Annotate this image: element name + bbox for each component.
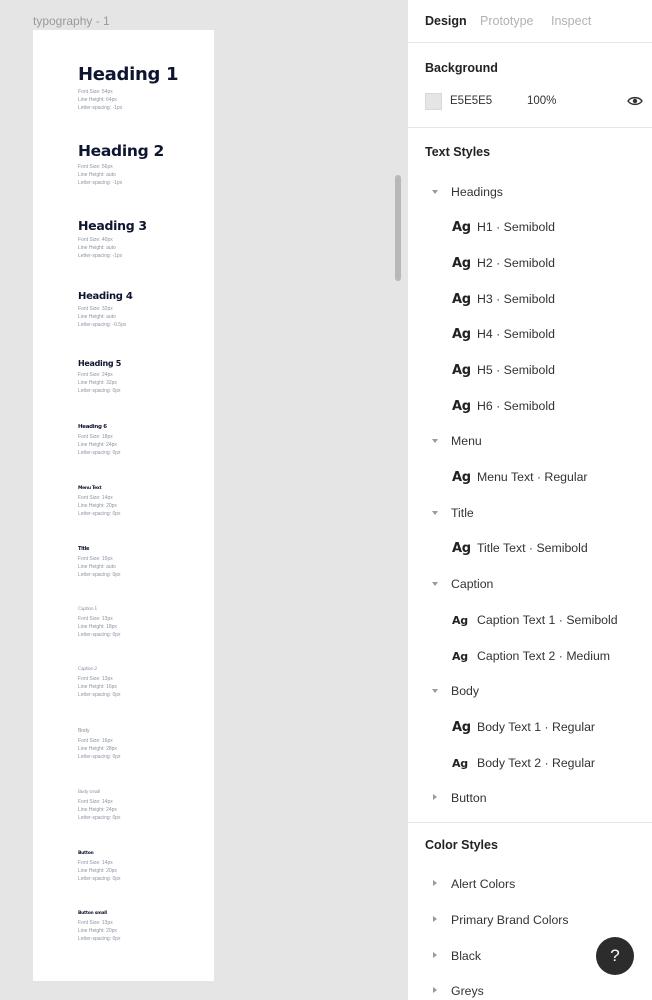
text-style-label: H6 · Semibold — [477, 399, 555, 413]
spec-heading-3 — [78, 218, 147, 261]
spec-line-height: Line Height: auto — [78, 172, 116, 179]
spec-font-size: Font Size: 14px — [78, 799, 113, 805]
canvas-scrollbar[interactable] — [395, 175, 401, 281]
text-style-item[interactable] — [452, 324, 555, 344]
spec-name: Heading 2 — [78, 142, 164, 160]
spec-meta — [78, 305, 133, 330]
text-style-item[interactable] — [452, 217, 555, 237]
caret-right-icon — [431, 986, 441, 996]
spec-letter-spacing: Letter-spacing: 0px — [78, 815, 121, 822]
spec-meta — [78, 371, 121, 396]
typography-frame[interactable] — [33, 30, 214, 981]
caret-down-icon — [431, 187, 441, 197]
spec-letter-spacing: Letter-spacing: 0px — [78, 572, 121, 579]
spec-name: Heading 1 — [78, 64, 179, 85]
color-styles-section-title: Color Styles — [425, 838, 498, 852]
spec-heading-4 — [78, 291, 133, 330]
spec-font-size: Font Size: 14px — [78, 495, 113, 501]
caret-right-icon — [431, 915, 441, 925]
spec-font-size: Font Size: 18px — [78, 434, 113, 440]
text-style-group-caption[interactable] — [431, 574, 493, 594]
tab-design[interactable]: Design — [425, 14, 467, 28]
group-label: Button — [451, 791, 487, 805]
spec-meta — [78, 236, 147, 261]
text-style-label: H3 · Semibold — [477, 292, 555, 306]
spec-meta — [78, 555, 121, 580]
spec-name: Heading 4 — [78, 291, 133, 302]
text-style-group-title[interactable] — [431, 503, 474, 523]
text-style-label: Caption Text 1 · Semibold — [477, 613, 618, 627]
spec-meta — [78, 615, 121, 640]
background-color-swatch[interactable] — [425, 93, 442, 110]
text-style-item[interactable] — [452, 610, 618, 630]
spec-line-height: Line Height: 32px — [78, 380, 117, 387]
color-style-group-greys[interactable] — [431, 981, 484, 1000]
spec-title — [78, 546, 121, 580]
spec-font-size: Font Size: 13px — [78, 920, 113, 926]
spec-line-height: Line Height: 18px — [78, 624, 117, 631]
text-style-group-menu[interactable] — [431, 431, 482, 451]
spec-name: Body small — [78, 790, 100, 795]
spec-line-height: Line Height: 20px — [78, 928, 117, 935]
group-label: Primary Brand Colors — [451, 913, 569, 927]
text-style-label: Body Text 2 · Regular — [477, 756, 596, 770]
caret-down-icon — [431, 508, 441, 518]
group-label: Greys — [451, 984, 484, 998]
spec-font-size: Font Size: 14px — [78, 860, 113, 866]
text-style-item[interactable] — [452, 646, 610, 666]
text-style-group-headings[interactable] — [431, 182, 503, 202]
spec-meta — [78, 433, 121, 458]
color-style-group-alert[interactable] — [431, 874, 515, 894]
spec-body — [78, 728, 121, 762]
spec-heading-5 — [78, 359, 121, 396]
spec-line-height: Line Height: 28px — [78, 746, 117, 753]
group-label: Title — [451, 506, 474, 520]
spec-name: Heading 3 — [78, 218, 147, 233]
spec-font-size: Font Size: 32px — [78, 306, 113, 312]
background-section-title: Background — [425, 61, 498, 75]
text-style-label: Menu Text · Regular — [477, 470, 588, 484]
tab-inspect[interactable]: Inspect — [551, 14, 592, 28]
background-hex-value[interactable]: E5E5E5 — [450, 95, 493, 107]
spec-letter-spacing: Letter-spacing: 0px — [78, 388, 121, 395]
spec-line-height: Line Height: auto — [78, 564, 116, 571]
spec-letter-spacing: Letter-spacing: 0px — [78, 936, 121, 943]
text-style-icon: Ag — [452, 398, 471, 414]
spec-letter-spacing: Letter-spacing: -1px — [78, 253, 123, 260]
panel-tabs — [408, 0, 652, 43]
text-style-label: H2 · Semibold — [477, 256, 555, 270]
group-label: Body — [451, 684, 480, 698]
eye-icon[interactable] — [627, 95, 643, 107]
text-style-icon: Ag — [452, 613, 468, 627]
spec-line-height: Line Height: auto — [78, 245, 116, 252]
spec-meta — [78, 859, 121, 884]
caret-down-icon — [431, 686, 441, 696]
text-style-label: Caption Text 2 · Medium — [477, 649, 611, 663]
spec-letter-spacing: Letter-spacing: -1px — [78, 180, 123, 187]
spec-name: Heading 6 — [78, 424, 107, 430]
text-style-label: Body Text 1 · Regular — [477, 720, 596, 734]
text-style-group-button[interactable] — [431, 788, 487, 808]
text-style-icon: Ag — [452, 649, 468, 663]
help-button[interactable]: ? — [596, 937, 634, 975]
spec-name: Button — [78, 851, 94, 856]
spec-letter-spacing: Letter-spacing: -0.5px — [78, 322, 127, 329]
spec-meta — [78, 737, 121, 762]
spec-letter-spacing: Letter-spacing: 0px — [78, 876, 121, 883]
spec-body-small — [78, 790, 121, 823]
spec-line-height: Line Height: 20px — [78, 868, 117, 875]
spec-letter-spacing: Letter-spacing: 0px — [78, 692, 121, 699]
spec-name: Heading 5 — [78, 359, 122, 368]
text-style-item[interactable] — [452, 289, 555, 309]
caret-right-icon — [431, 879, 441, 889]
text-style-item[interactable] — [452, 396, 555, 416]
caret-right-icon — [431, 793, 441, 803]
spec-button-small — [78, 911, 121, 944]
text-style-icon: Ag — [452, 362, 471, 378]
spec-font-size: Font Size: 54px — [78, 89, 113, 95]
spec-font-size: Font Size: 56px — [78, 164, 113, 170]
group-label: Caption — [451, 577, 494, 591]
spec-letter-spacing: Letter-spacing: 0px — [78, 450, 121, 457]
spec-letter-spacing: Letter-spacing: 0px — [78, 754, 121, 761]
spec-button — [78, 851, 121, 884]
text-style-item[interactable] — [452, 538, 588, 558]
text-style-icon: Ag — [452, 719, 471, 735]
text-style-icon: Ag — [452, 255, 471, 271]
spec-name: Caption 2 — [78, 667, 97, 672]
text-style-icon: Ag — [452, 756, 468, 770]
text-style-icon: Ag — [452, 326, 471, 342]
text-style-label: Title Text · Semibold — [477, 541, 588, 555]
text-style-icon: Ag — [452, 291, 471, 307]
spec-font-size: Font Size: 16px — [78, 556, 113, 562]
text-styles-section-title: Text Styles — [425, 145, 491, 159]
spec-line-height: Line Height: 20px — [78, 503, 117, 510]
spec-name: Title — [78, 546, 90, 552]
frame-label[interactable]: typography - 1 — [33, 14, 110, 28]
text-style-item[interactable] — [452, 467, 588, 487]
text-style-icon: Ag — [452, 469, 471, 485]
spec-meta — [78, 163, 164, 188]
spec-name: Body — [78, 728, 90, 734]
text-style-label: H4 · Semibold — [477, 327, 555, 341]
text-style-icon: Ag — [452, 219, 471, 235]
spec-font-size: Font Size: 40px — [78, 237, 113, 243]
spec-menu-text — [78, 486, 121, 519]
spec-letter-spacing: Letter-spacing: -1px — [78, 105, 123, 112]
spec-meta — [78, 88, 178, 113]
text-style-item[interactable] — [452, 360, 555, 380]
spec-heading-6 — [78, 424, 121, 458]
spec-caption-2 — [78, 667, 121, 700]
spec-meta — [78, 919, 121, 944]
spec-letter-spacing: Letter-spacing: 0px — [78, 632, 121, 639]
spec-heading-2 — [78, 142, 164, 188]
spec-font-size: Font Size: 16px — [78, 738, 113, 744]
spec-caption-1 — [78, 607, 121, 640]
section-divider — [408, 127, 652, 128]
properties-panel — [407, 0, 652, 1000]
section-divider — [408, 822, 652, 823]
caret-down-icon — [431, 436, 441, 446]
spec-line-height: Line Height: 64px — [78, 97, 117, 104]
spec-letter-spacing: Letter-spacing: 0px — [78, 511, 121, 518]
tab-prototype[interactable]: Prototype — [480, 14, 534, 28]
spec-meta — [78, 798, 121, 823]
text-style-item[interactable] — [452, 753, 595, 773]
spec-name: Caption 1 — [78, 607, 97, 612]
spec-font-size: Font Size: 24px — [78, 372, 113, 378]
text-style-item[interactable] — [452, 253, 555, 273]
spec-meta — [78, 494, 121, 519]
text-style-icon: Ag — [452, 540, 471, 556]
spec-meta — [78, 675, 121, 700]
color-style-group-primary-brand[interactable] — [431, 910, 569, 930]
text-style-group-body[interactable] — [431, 681, 479, 701]
caret-right-icon — [431, 951, 441, 961]
group-label: Alert Colors — [451, 877, 516, 891]
spec-heading-1 — [78, 64, 178, 113]
spec-line-height: Line Height: 24px — [78, 807, 117, 814]
group-label: Menu — [451, 434, 482, 448]
spec-font-size: Font Size: 13px — [78, 676, 113, 682]
text-style-label: H1 · Semibold — [477, 220, 555, 234]
text-style-item[interactable] — [452, 717, 595, 737]
spec-name: Button small — [78, 911, 107, 916]
spec-line-height: Line Height: 16px — [78, 684, 117, 691]
text-style-label: H5 · Semibold — [477, 363, 555, 377]
group-label: Headings — [451, 185, 503, 199]
color-style-group-black[interactable] — [431, 946, 481, 966]
spec-line-height: Line Height: 24px — [78, 442, 117, 449]
spec-line-height: Line Height: auto — [78, 314, 116, 321]
spec-name: Menu Text — [78, 486, 102, 491]
group-label: Black — [451, 949, 482, 963]
background-opacity-value[interactable]: 100% — [527, 95, 557, 107]
spec-font-size: Font Size: 13px — [78, 616, 113, 622]
caret-down-icon — [431, 579, 441, 589]
